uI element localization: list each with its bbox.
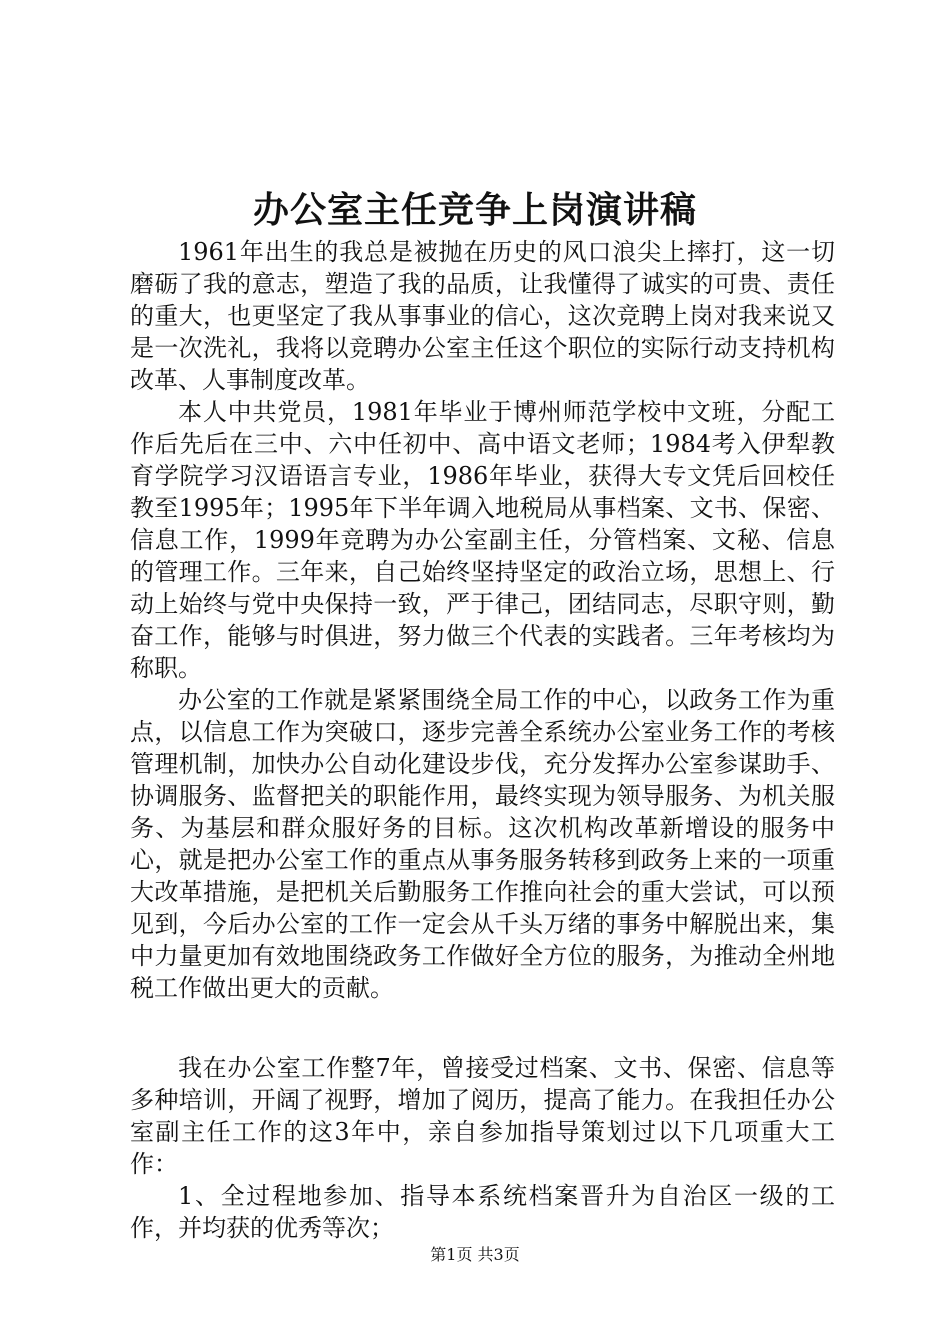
page-number: 第1页 共3页 <box>430 1245 520 1264</box>
list-item-1: 1、全过程地参加、指导本系统档案晋升为自治区一级的工作，并均获的优秀等次； <box>130 1182 835 1242</box>
paragraph-intro: 1961年出生的我总是被抛在历史的风口浪尖上摔打，这一切磨砺了我的意志，塑造了我的品质，让我懂得了诚实的可贵、责任的重大，也更坚定了我从事事业的信心，这次竞聘上岗对我来说又是一次洗礼，我将以竞聘办公室主任这个职位的实际行动支持机构改革、人事制度改革。 <box>130 238 835 394</box>
paragraph-spacer <box>130 1004 835 1052</box>
paragraph-office-work: 办公室的工作就是紧紧围绕全局工作的中心，以政务工作为重点，以信息工作为突破口，逐步完善全系统办公室业务工作的考核管理机制，加快办公自动化建设步伐，充分发挥办公室参谋助手、协调服务、监督把关的职能作用，最终实现为领导服务、为机关服务、为基层和群众服好务的目标。这次机构改革新增设的服务中心，就是把办公室工作的重点从事务服务转移到政务上来的一项重大改革措施，是把机关后勤服务工作推向社会的重大尝试，可以预见到，今后办公室的工作一定会从千头万绪的事务中解脱出来，集中力量更加有效地围绕政务工作做好全方位的服务，为推动全州地税工作做出更大的贡献。 <box>130 686 835 1002</box>
document-body <box>130 236 835 1244</box>
paragraph-experience: 我在办公室工作整7年，曾接受过档案、文书、保密、信息等多种培训，开阔了视野，增加了阅历，提高了能力。在我担任办公室副主任工作的这3年中，亲自参加指导策划过以下几项重大工作： <box>130 1054 835 1178</box>
paragraph-background: 本人中共党员，1981年毕业于博州师范学校中文班，分配工作后先后在三中、六中任初中、高中语文老师；1984考入伊犁教育学院学习汉语语言专业，1986年毕业，获得大专文凭后回校任教至1995年；1995年下半年调入地税局从事档案、文书、保密、信息工作，1999年竞聘为办公室副主任，分管档案、文秘、信息的管理工作。三年来，自己始终坚持坚定的政治立场，思想上、行动上始终与党中央保持一致，严于律己，团结同志，尽职守则，勤奋工作，能够与时俱进，努力做三个代表的实践者。三年考核均为称职。 <box>130 398 835 682</box>
document-title: 办公室主任竞争上岗演讲稿 <box>252 189 697 231</box>
